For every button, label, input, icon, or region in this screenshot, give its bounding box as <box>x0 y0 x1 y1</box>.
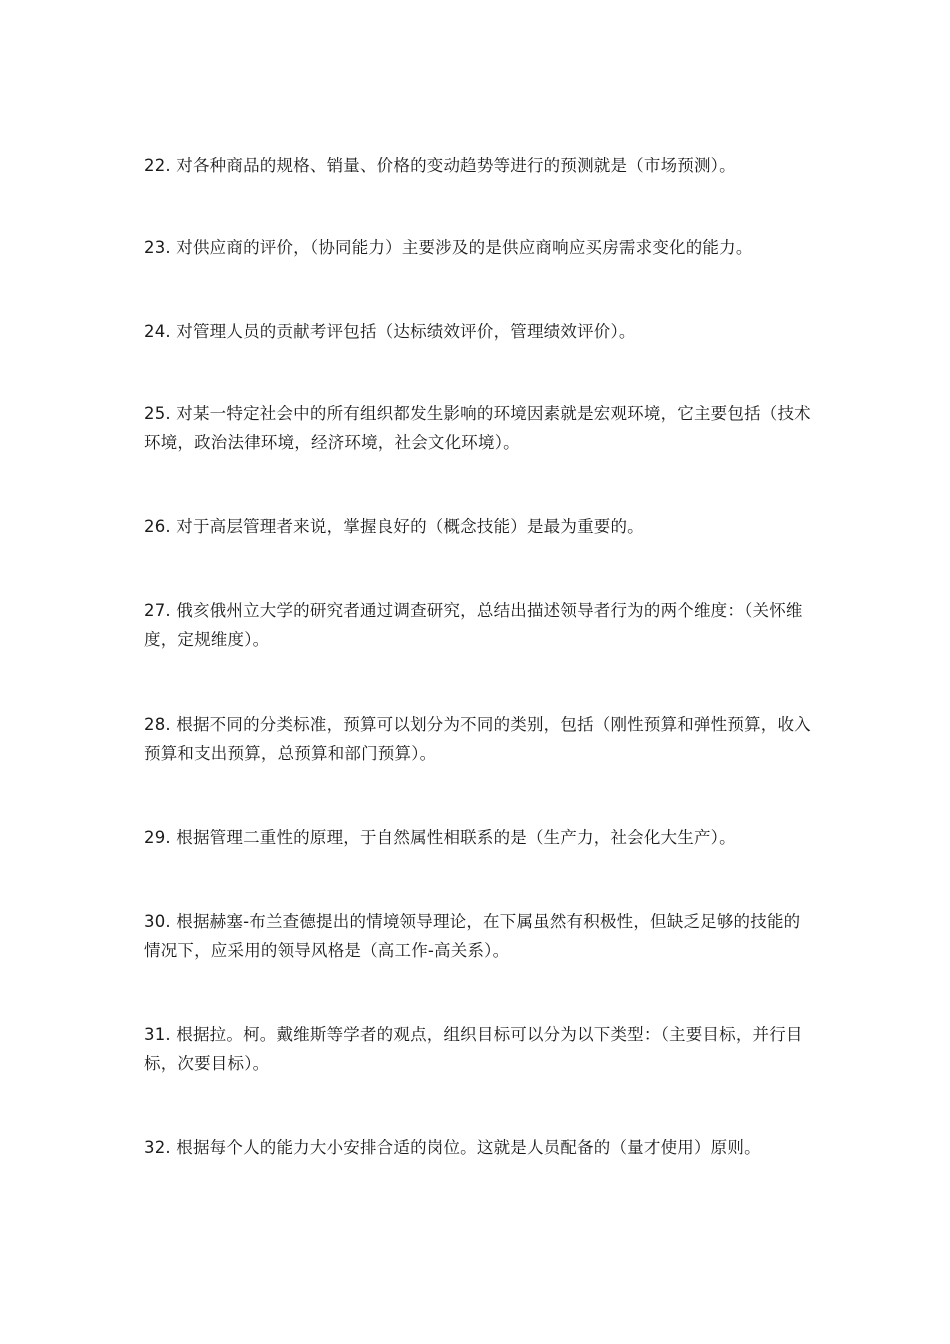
question-27: 27. 俄亥俄州立大学的研究者通过调查研究，总结出描述领导者行为的两个维度：（关怀维度，定规维度）。 <box>144 601 803 649</box>
question-26: 26. 对于高层管理者来说，掌握良好的（概念技能）是最为重要的。 <box>144 517 644 536</box>
question-22: 22. 对各种商品的规格、销量、价格的变动趋势等进行的预测就是（市场预测）。 <box>144 156 736 175</box>
question-23: 23. 对供应商的评价，（协同能力）主要涉及的是供应商响应买房需求变化的能力。 <box>144 238 753 257</box>
question-28: 28. 根据不同的分类标准，预算可以划分为不同的类别，包括（刚性预算和弹性预算，收入预算和支出预算，总预算和部门预算）。 <box>144 715 811 763</box>
question-32: 32. 根据每个人的能力大小安排合适的岗位。这就是人员配备的（量才使用）原则。 <box>144 1138 761 1157</box>
question-25: 25. 对某一特定社会中的所有组织都发生影响的环境因素就是宏观环境，它主要包括（技术环境，政治法律环境，经济环境，社会文化环境）。 <box>144 404 811 452</box>
question-31: 31. 根据拉。柯。戴维斯等学者的观点，组织目标可以分为以下类型：（主要目标，并行目标，次要目标）。 <box>144 1025 803 1073</box>
question-24: 24. 对管理人员的贡献考评包括（达标绩效评价，管理绩效评价）。 <box>144 322 636 341</box>
question-30: 30. 根据赫塞-布兰查德提出的情境领导理论，在下属虽然有积极性，但缺乏足够的技能的情况下，应采用的领导风格是（高工作-高关系）。 <box>144 912 801 960</box>
question-29: 29. 根据管理二重性的原理，于自然属性相联系的是（生产力，社会化大生产）。 <box>144 828 736 847</box>
